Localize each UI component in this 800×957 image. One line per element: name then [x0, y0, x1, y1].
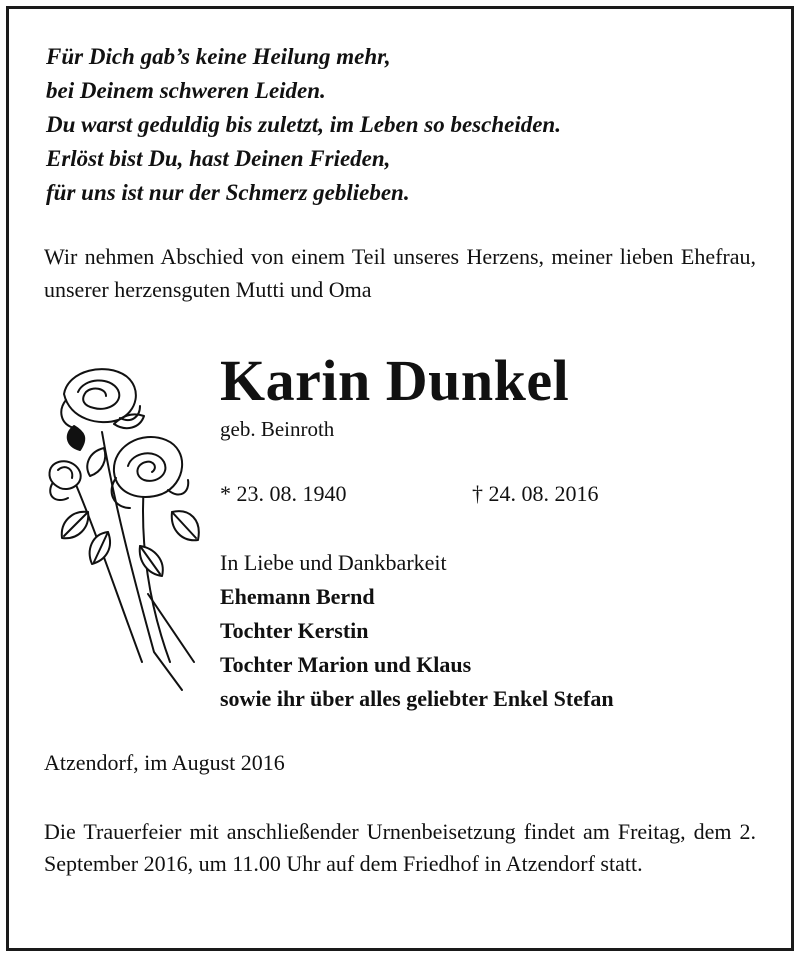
- farewell-intro: Wir nehmen Abschied von einem Teil unseres Herzens, meiner lieben Ehefrau, unserer herzensguten Mutti und Oma: [44, 244, 756, 302]
- maiden-name: geb. Beinroth: [220, 417, 335, 441]
- mourner-name: Tochter Marion und Klaus: [220, 652, 472, 677]
- memorial-poem: [46, 40, 561, 210]
- poem-line: Du warst geduldig bis zuletzt, im Leben so bescheiden.: [46, 112, 561, 137]
- mourners-list: [220, 580, 614, 716]
- death-date: † 24. 08. 2016: [472, 481, 599, 506]
- deceased-name: Karin Dunkel: [220, 348, 570, 413]
- mourner-name: sowie ihr über alles geliebter Enkel Stefan: [220, 686, 614, 711]
- funeral-notice: Die Trauerfeier mit anschließender Urnenbeisetzung findet am Freitag, dem 2. September 2016, um 11.00 Uhr auf dem Friedhof in Atzendorf statt.: [44, 819, 756, 876]
- place-and-date: Atzendorf, im August 2016: [44, 750, 285, 775]
- poem-line: Für Dich gab’s keine Heilung mehr,: [46, 44, 391, 69]
- poem-line: für uns ist nur der Schmerz geblieben.: [46, 180, 410, 205]
- poem-line: Erlöst bist Du, hast Deinen Frieden,: [46, 146, 391, 171]
- poem-line: bei Deinem schweren Leiden.: [46, 78, 326, 103]
- birth-date: * 23. 08. 1940: [220, 481, 347, 506]
- mourner-name: Ehemann Bernd: [220, 584, 375, 609]
- dedication-line: In Liebe und Dankbarkeit: [220, 550, 447, 575]
- mourner-name: Tochter Kerstin: [220, 618, 369, 643]
- roses-icon: [44, 362, 204, 694]
